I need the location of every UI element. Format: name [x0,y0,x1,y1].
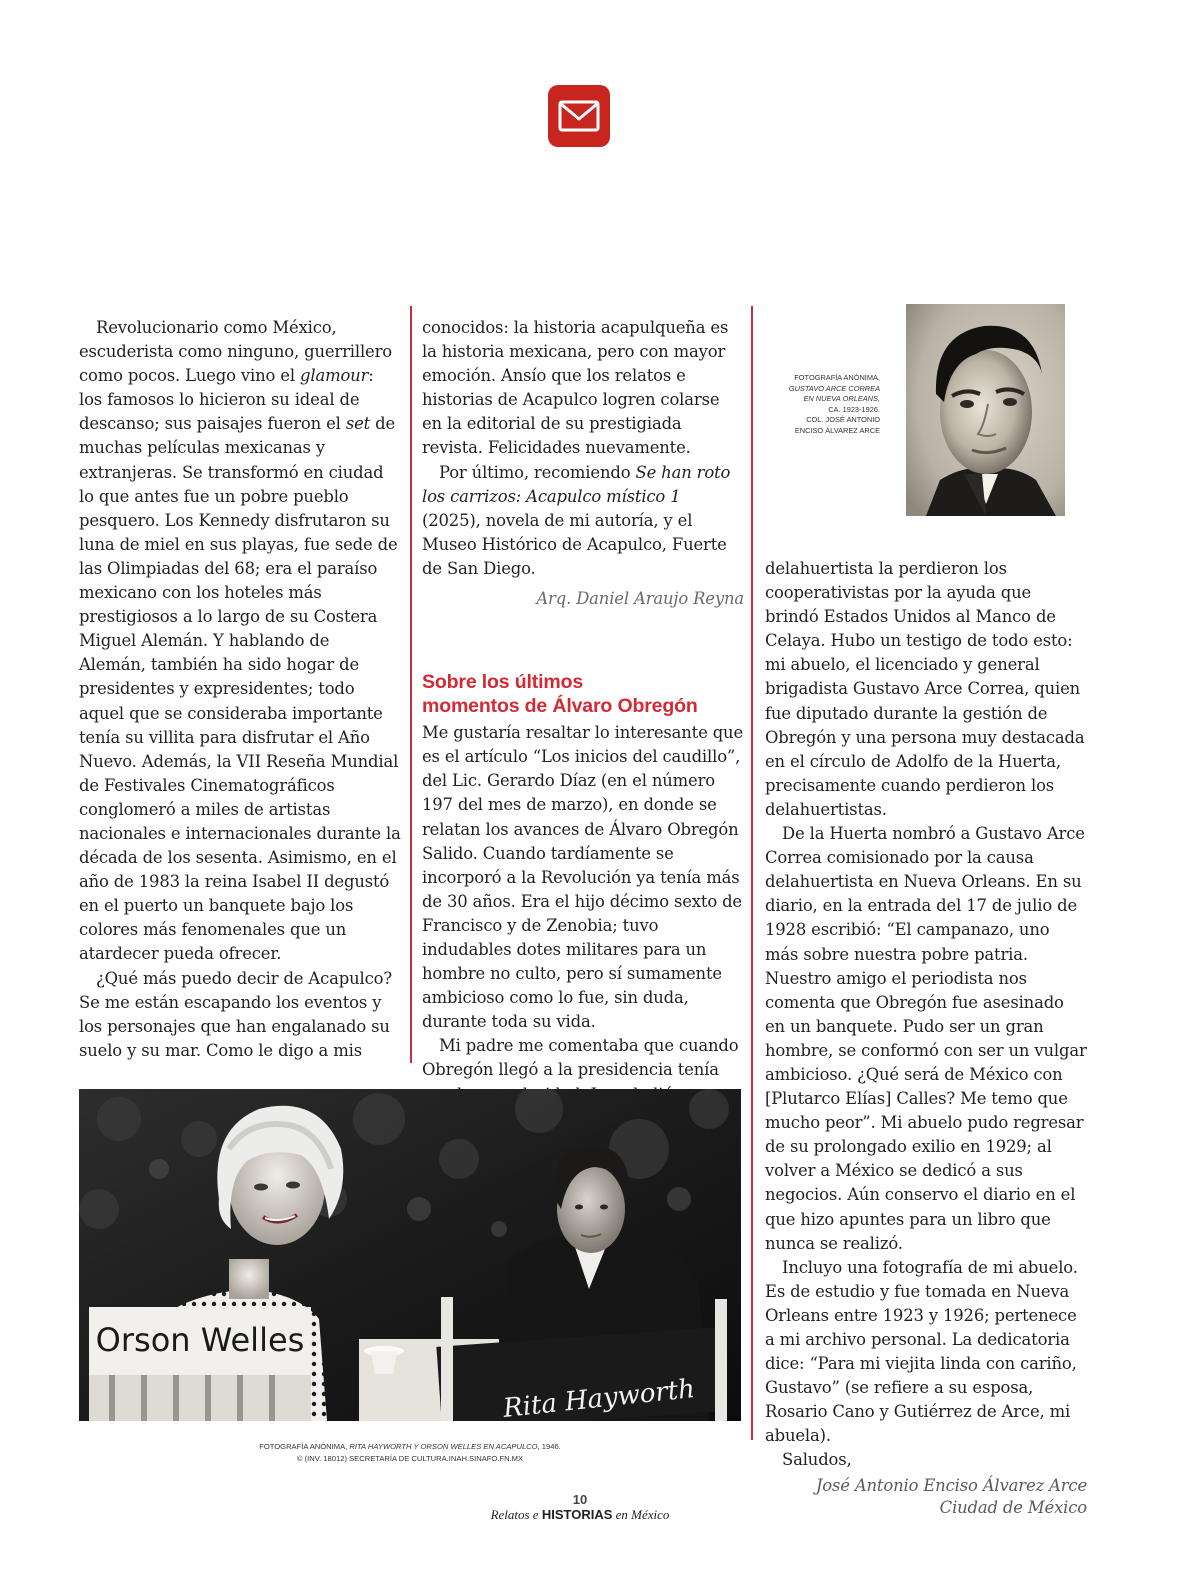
caption-line: CA. 1923-1926. [828,404,880,414]
body-paragraph [765,822,1087,1256]
caption-line [150,1441,670,1453]
text-run: : los famosos lo hicieron su ideal de descanso; sus paisajes fueron el [79,366,374,434]
italic-text: glamour [300,366,369,386]
text-run: Saludos, [782,1450,852,1470]
text-run: Mi padre me comentaba que cuando Obregón llegó a la presidencia tenía [422,1036,739,1080]
section-title-line: momentos de Álvaro Obregón [422,695,698,718]
column-2 [422,316,744,1107]
body-paragraph [422,721,744,1034]
caption-title: RITA HAYWORTH Y ORSON WELLES EN ACAPULCO [349,1442,538,1451]
page-footer [400,1492,760,1523]
body-paragraph [422,461,744,581]
body-paragraph [765,557,1087,822]
magazine-name [400,1507,760,1523]
body-paragraph [765,1448,1087,1472]
magazine-name-suffix: en México [612,1507,670,1522]
autograph-text: Rita Hayworth [501,1374,697,1421]
column-rule-left [410,306,412,1063]
magazine-name-bold: HISTORIAS [541,1507,613,1522]
caption-line: GUSTAVO ARCE CORREA [788,383,880,393]
text-run: ¿Qué más puedo decir de Acapulco? Se me están escapando los eventos y los personajes que han engalanado su suelo y su mar. Como le digo a mis [79,968,392,1060]
page-number: 10 [572,1492,588,1507]
text-run: Me gustaría resaltar lo interesante que es el artículo “Los inicios del caudillo”, del Lic. Gerardo Díaz (en el número 197 del mes de marzo), en donde se relatan los avances de Álvaro Obregón Salido. Cuando tardíamente se incorporó a la Revolución ya tenía más de 30 años. Era el hijo décimo sexto de Francisco y de Zenobia; tuvo indudables dotes militares para un hombre no culto, pero sí sumamente ambicioso como lo fue, sin duda, durante toda su vida. [422,723,744,1032]
signature-place: Ciudad de México [939,1497,1087,1517]
body-paragraph [765,1256,1087,1449]
column-1 [79,316,401,1063]
text-run: Revolucionario como México, escuderista como ninguno, guerrillero como pocos. Luego vino el [79,318,393,386]
text-run: De la Huerta nombró a Gustavo Arce Correa comisionado por la causa delahuertista en Nueva Orleans. En su diario, en la entrada del 17 de julio de 1928 escribió: “El campanazo, uno más sobre nuestra pobre patria. Nuestro amigo el periodista nos comenta que Obregón fue asesinado en un banquete. Pudo ser un gran hombre, se conformó con ser un vulgar ambicioso. ¿Qué será de México con [Plutarco Elías] Calles? Me temo que mucho peor”. Mi abuelo pudo regresar de su prolongado exilio en 1929; al volver a México se dedicó a sus negocios. Aún conservo el diario en el que hizo apuntes para un libro que nunca se realizó. [765,824,1087,1253]
text-run: conocidos: la historia acapulqueña es la historia mexicana, pero con mayor emoción. Ansío que los relatos e historias de Acapulco logren colarse en la editorial de su prestigiada revista. Felicidades nuevamente. [422,318,729,458]
chair-name-text: Orson Welles [95,1321,305,1359]
photo-caption [150,1441,670,1464]
text-run: delahuertista la perdieron los cooperativistas por la ayuda que brindó Estados Unidos al Manco de Celaya. Hubo un testigo de todo esto: mi abuelo, el licenciado y general brigadista Gustavo Arce Correa, quien fue diputado durante la gestión de Obregón y una persona muy destacada en el círculo de Adolfo de la Huerta, precisamente cuando perdieron los delahuertistas. [765,559,1085,819]
caption-line: FOTOGRAFÍA ANÓNIMA, [794,373,880,382]
text-run: (2025), novela de mi autoría, y el Museo Histórico de Acapulco, Fuerte de San Diego. [422,510,727,578]
caption-line: ENCISO ÁLVAREZ ARCE [794,425,880,435]
signature-name: José Antonio Enciso Álvarez Arce [815,1475,1087,1495]
column-3 [765,557,1087,1519]
caption-prefix: FOTOGRAFÍA ANÓNIMA, [259,1442,350,1451]
portrait-caption [762,373,880,437]
magazine-name-prefix: Relatos e [490,1507,542,1522]
column-rule-right [751,306,753,1440]
text-run: Incluyo una fotografía de mi abuelo. Es de estudio y fue tomada en Nueva Orleans entre 1923 y 1926; pertenece a mi archivo personal. La dedicatoria dice: “Para mi viejita linda con cariño, Gustavo” (se refiere a su esposa, Rosario Cano y Gutiérrez de Arce, mi abuela). [765,1257,1078,1446]
letter-signature: Arq. Daniel Araujo Reyna [536,589,744,609]
body-paragraph [79,316,401,967]
italic-text: set [345,414,371,434]
mail-icon [548,85,610,147]
caption-credit: © (INV. 18012) SECRETARÍA DE CULTURA.INAH.SINAFO.FN.MX [296,1453,524,1463]
body-paragraph [422,316,744,461]
caption-suffix: , 1946. [537,1442,561,1451]
section-title [422,670,744,718]
italic-text: Se han roto los carrizos: Acapulco místico 1 [422,462,731,506]
body-paragraph [79,967,401,1063]
text-run: Por último, recomiendo [439,462,636,482]
caption-line: COL. JOSÉ ANTONIO [806,415,880,425]
text-run: de muchas películas mexicanas y extranjeras. Se transformó en ciudad lo que antes fue un pobre pueblo pesquero. Los Kennedy disfrutaron su luna de miel en sus playas, fue sede de las Olimpiadas del 68; era el paraíso mexicano con los hoteles más prestigiosos a lo largo de su Costera Miguel Alemán. Y hablando de Alemán, también ha sido hogar de presidentes y expresidentes; todo aquel que se consideraba importante tenía su villita para disfrutar el Año Nuevo. Además, la VII Reseña Mundial de Festivales Cinematográficos conglomeró a miles de artistas nacionales e internacionales durante la década de los sesenta. Asimismo, en el año de 1983 la reina Isabel II degustó en el puerto un banquete bajo los colores más fenomenales que un atardecer pueda ofrecer. [79,414,401,964]
hayworth-welles-photo [79,1089,741,1421]
letter-signature [765,1475,1087,1519]
caption-line: EN NUEVA ORLEANS, [803,394,880,404]
portrait-photo [906,304,1065,516]
section-title-line: Sobre los últimos [422,671,584,694]
